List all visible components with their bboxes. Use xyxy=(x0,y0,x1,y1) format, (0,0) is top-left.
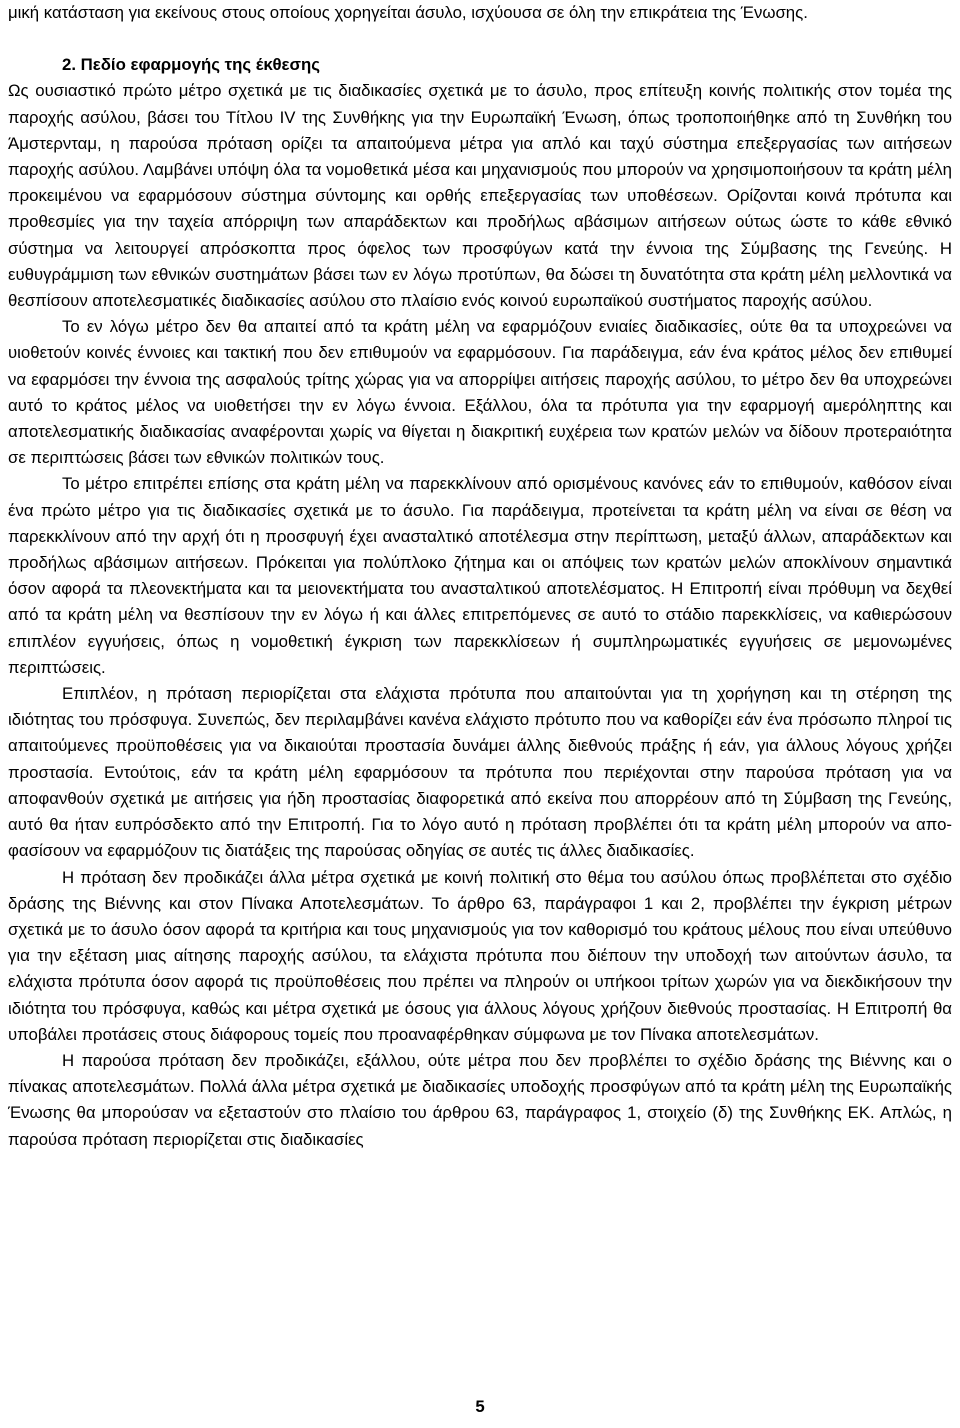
body-paragraph-5: Η πρόταση δεν προδικάζει άλλα μέτρα σχετικά με κοινή πολιτική στο θέμα του ασύλου όπως προβλέπεται στο σχέδιο δράσης της Βιέννης και στον Πίνακα Αποτελεσμάτων. Το άρθρο 63, παράγραφοι 1 και 2, προβλέπει την έγκριση μέτρων σχετικά με το άσυλο όσον αφορά τα κριτήρια και τους μηχανισμούς για τον καθορισμό του κράτους μέλους που είναι υπεύθυνο για την εξέταση μιας αίτησης παροχής ασύλου, τα ελάχιστα πρότυπα που διέπουν την υποδοχή των αιτούντων άσυλο, τα ελάχιστα πρότυπα όσον αφορά τις προϋποθέσεις που πρέπει να πληρούν οι υπήκοοι τρίτων χωρών για να διεκδικήσουν την ιδιότητα του πρόσφυγα, καθώς και μέτρα σχετικά με όσους για άλλους λόγους χρήζουν διεθνούς προστασίας. Η Επιτροπή θα υποβάλει προτάσεις στους διάφορους τομείς που προαναφέρθηκαν σύμφωνα με τον Πίνακα αποτελεσμάτων. xyxy=(8,867,952,1044)
document-body xyxy=(8,0,952,1153)
continuation-paragraph: μική κατάσταση για εκείνους στους οποίους χορηγείται άσυλο, ισχύουσα σε όλη την επικράτεια της Ένωσης. xyxy=(8,3,808,22)
body-paragraph-4: Επιπλέον, η πρόταση περιορίζεται στα ελάχιστα πρότυπα που απαιτούνται για τη χορήγηση και τη στέρηση της ιδιότητας του πρόσφυγα. Συνεπώς, δεν περιλαμβάνει κανένα ελάχιστο πρότυπο που να καθορίζει εάν ένα πρόσωπο πληροί τις απαιτούμενες προϋποθέσεις για να δικαιούται προστασία δυνάμει άλλης διεθνούς πράξης ή εάν, για άλλους λόγους χρήζει προστασία. Εντούτοις, εάν τα κράτη μέλη εφαρμόσουν τα πρότυπα που περιέχονται στην παρούσα πρόταση για να αποφανθούν σχετικά με αιτήσεις για ήδη προστασίας διαφορετικά από εκείνα που απορρέουν από τη Σύμβαση της Γενεύης, αυτό θα ήταν ευπρόσδεκτο από την Επιτροπή. Για το λόγο αυτό η πρόταση προβλέπει ότι τα κράτη μέλη μπορούν να αποφασίσουν να εφαρμόζουν τις διατάξεις της παρούσας οδηγίας σε αυτές τις άλλες διαδικασίες. xyxy=(8,684,952,861)
body-paragraph-2: Το εν λόγω μέτρο δεν θα απαιτεί από τα κράτη μέλη να εφαρμόζουν ενιαίες διαδικασίες, ούτε θα τα υποχρεώνει να υιοθετούν κοινές έννοιες και τακτική που δεν επιθυμούν να εφαρμόσουν. Για παράδειγμα, εάν ένα κράτος μέλος δεν επιθυμεί να εφαρμόσει την έννοια της ασφαλούς τρίτης χώρας για να απορρίψει αιτήσεις παροχής ασύλου, το μέτρο δεν θα υποχρεώνει αυτό το κράτος μέλος να υιοθετήσει την εν λόγω έννοια. Εξάλλου, όλα τα πρότυπα για την εφαρμογή αμερόληπτης και αποτελεσματικής διαδικασίας αναφέρονται χωρίς να θίγεται η διακριτική ευχέρεια των κρατών μελών να δίδουν προτεραιότητα σε περιπτώσεις βάσει των εθνικών πολιτικών τους. xyxy=(8,317,952,468)
body-paragraph-3: Το μέτρο επιτρέπει επίσης στα κράτη μέλη να παρεκκλίνουν από ορισμένους κανόνες εάν το επιθυμούν, καθόσον είναι ένα πρώτο μέτρο για τις διαδικασίες σχετικά με το άσυλο. Για παράδειγμα, προτείνεται τα κράτη μέλη να είναι σε θέση να παρεκκλίνουν από την αρχή ότι η προσφυγή έχει ανασταλτικό αποτέλεσμα στην περίπτωση, μεταξύ άλλων, απαράδεκτων και προδήλως αβάσιμων αιτήσεων. Πρόκειται για πολύπλοκο ζήτημα και οι απόψεις των κρατών μελών αποκλίνουν σημαντικά όσον αφορά τα πλεονεκτήματα και τα μειονεκτήματα του ανασταλτικού αποτελέσματος. Η Επιτροπή είναι πρόθυμη να δεχθεί από τα κράτη μέλη να θεσπίσουν την εν λόγω ή και άλλες επιτρεπόμενες σε αυτό το στάδιο παρεκκλίσεις, να καθιερώσουν επιπλέον εγγυήσεις, όπως η νομοθετική έγκριση των παρεκκλίσεων ή συμπληρωματικές εγγυήσεις σε μεμονωμένες περιπτώσεις. xyxy=(8,474,952,677)
body-paragraph-1: Ως ουσιαστικό πρώτο μέτρο σχετικά με τις διαδικασίες σχετικά με το άσυλο, προς επίτευξη κοινής πολιτικής στον τομέα της παροχής ασύλου, βάσει του Τίτλου IV της Συνθήκης για την Ευρωπαϊκή Ένωση, όπως τροποποιήθηκε από τη Συνθήκη του Άμστερνταμ, η παρούσα πρόταση ορίζει τα απαιτούμενα μέτρα για απλό και ταχύ σύστημα επεξεργασίας των αιτήσεων παροχής ασύλου. Λαμβάνει υπόψη όλα τα νομοθετικά μέσα και μηχανισμούς που μπορούν να χρησιμοποιήσουν τα κράτη μέλη προκειμένου να εφαρμόσουν σύστημα σύντομης και ορθής επεξεργασίας των υποθέσεων. Ορίζονται κοινά πρότυπα και προθεσμίες για την ταχεία απόρριψη των απαράδεκτων και προδήλως αβάσιμων αιτήσεων ούτως ώστε το κάθε εθνικό σύστημα να λειτουργεί απρόσκοπτα προς όφελος των προσφύγων κατά την έννοια της Σύμβασης της Γενεύης. Η ευθυγράμμιση των εθνικών συστημάτων βάσει των εν λόγω προτύπων, θα δώσει τη δυνατότητα στα κράτη μέλη μελλοντικά να θεσπίσουν αποτελεσματικές διαδικασίες ασύλου στο πλαίσιο ενός κοινού ευρωπαϊκού συστήματος παροχής ασύλου. xyxy=(8,81,952,311)
body-paragraph-6: Η παρούσα πρόταση δεν προδικάζει, εξάλλου, ούτε μέτρα που δεν προβλέπει το σχέδιο δράσης της Βιέννης και ο πίνακας αποτελεσμάτων. Πολλά άλλα μέτρα σχετικά με διαδικασίες υποδοχής προσφύγων από τα κράτη μέλη της Ευρωπαϊκής Ένωσης θα μπορούσαν να εξεταστούν στο πλαίσιο του άρθρου 63, παράγραφος 1, στοιχείο (δ) της Συνθήκης ΕΚ. Απλώς, η παρούσα πρόταση περιορίζεται στις διαδικασίες xyxy=(8,1050,952,1149)
page-number: 5 xyxy=(475,1397,485,1416)
section-heading: 2. Πεδίο εφαρμογής της έκθεσης xyxy=(62,55,320,75)
